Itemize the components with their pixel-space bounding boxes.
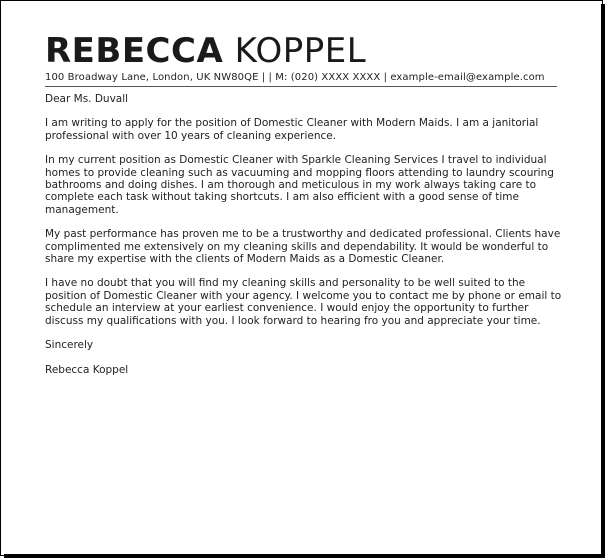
page-shadow-right: [601, 4, 605, 558]
paragraph-1: I am writing to apply for the position of Domestic Cleaner with Modern Maids. I am a janitorial professional with over 10 years of cleaning experience.: [45, 117, 539, 142]
sender-name: [45, 31, 366, 71]
sender-first-name: REBECCA: [45, 31, 224, 71]
sender-contact-line: 100 Broadway Lane, London, UK NW80QE | | M: (020) XXXX XXXX | example-email@example.com: [45, 72, 545, 83]
letter-body: [45, 93, 565, 388]
paragraph-4: I have no doubt that you will find my cleaning skills and personality to be well suited to the position of Domestic Cleaner with your agency. I welcome you to contact me by phone or email to schedule an interview at your earliest convenience. I would enjoy the opportunity to further discuss my qualifications with you. I look forward to hearing fro you and appreciate your time.: [45, 277, 562, 327]
closing: Sincerely: [45, 339, 94, 352]
paragraph-3: My past performance has proven me to be a trustworthy and dedicated professional. Clients have complimented me extensively on my cleaning skills and dependability. It would be wonderful to share my expertise with the clients of Modern Maids as a Domestic Cleaner.: [45, 228, 561, 266]
header-divider: [45, 86, 557, 87]
paragraph-2: In my current position as Domestic Cleaner with Sparkle Cleaning Services I travel to individual homes to provide cleaning such as vacuuming and mopping floors attending to laundry scouring bathrooms and doing dishes. I am thorough and meticulous in my work always taking care to complete each task without taking shortcuts. I am also efficient with a good sense of time management.: [45, 154, 554, 216]
page-shadow-bottom: [4, 554, 605, 558]
signature-name: Rebecca Koppel: [45, 363, 129, 376]
sender-last-name: KOPPEL: [234, 31, 367, 71]
letter-header: [45, 31, 366, 71]
salutation: Dear Ms. Duvall: [45, 93, 129, 105]
